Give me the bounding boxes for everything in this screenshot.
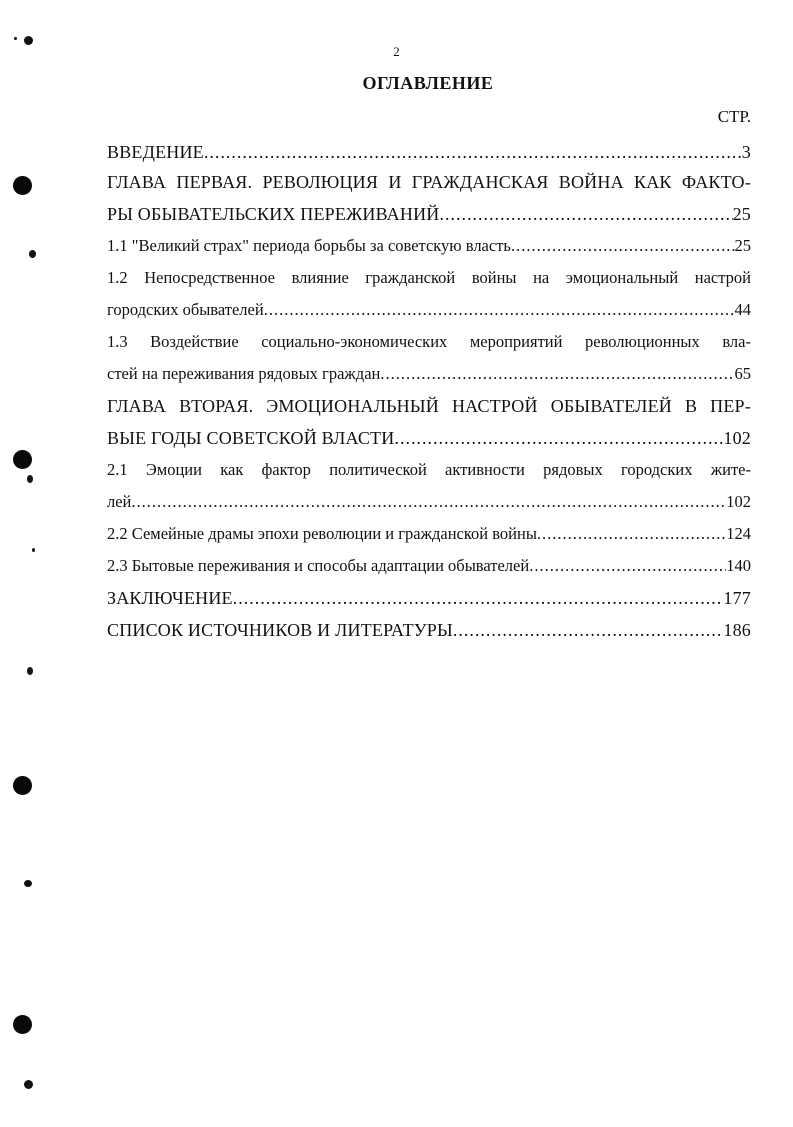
- word: влияние: [291, 268, 349, 287]
- toc-entry-label: 2.2 Семейные драмы эпохи революции и гражданской войны: [107, 524, 537, 543]
- word: РЕВОЛЮЦИЯ: [262, 172, 379, 192]
- ink-speck: [27, 667, 33, 675]
- word: городских: [621, 460, 693, 479]
- table-of-contents: [107, 138, 751, 646]
- word: революционных: [585, 332, 700, 351]
- toc-page-number: 102: [726, 492, 751, 511]
- toc-page-number: 25: [734, 236, 751, 255]
- word: Воздействие: [150, 332, 239, 351]
- toc-entry-label: стей на переживания рядовых граждан: [107, 364, 381, 383]
- toc-entry-section-2-3[interactable]: [107, 550, 751, 582]
- toc-page-number: 177: [723, 588, 751, 608]
- dot-leader: [439, 198, 732, 230]
- word: ОБЫВАТЕЛЕЙ: [550, 396, 672, 416]
- toc-page-number: 140: [726, 556, 751, 575]
- toc-entry-line-1: [107, 454, 751, 486]
- word: 1.3: [107, 332, 128, 351]
- toc-page-number: 44: [734, 300, 751, 319]
- word: ЭМОЦИОНАЛЬНЫЙ: [266, 396, 439, 416]
- dot-leader: [529, 550, 726, 582]
- punch-hole-mark: [13, 776, 32, 795]
- ink-speck: [27, 475, 33, 483]
- word: 2.1: [107, 460, 128, 479]
- toc-page-number: 3: [741, 142, 751, 162]
- ink-speck: [14, 37, 17, 40]
- word: войны: [471, 268, 517, 287]
- word: И: [388, 172, 402, 192]
- word: НАСТРОЙ: [451, 396, 538, 416]
- word: ВОЙНА: [558, 172, 624, 192]
- word: ПЕР-: [710, 396, 751, 416]
- ink-speck: [24, 1080, 33, 1089]
- toc-entry-label: ЗАКЛЮЧЕНИЕ: [107, 588, 233, 608]
- page-number: 2: [393, 44, 400, 59]
- dot-leader: [264, 294, 735, 326]
- toc-entry-line-1: [107, 262, 751, 294]
- toc-entry-line-1: [107, 390, 751, 422]
- word: политической: [329, 460, 427, 479]
- toc-page-number: 65: [734, 364, 751, 383]
- word: вла-: [722, 332, 751, 351]
- toc-entry-section-2-2[interactable]: [107, 518, 751, 550]
- toc-entry-section-1-2[interactable]: [107, 262, 751, 326]
- dot-leader: [537, 518, 726, 550]
- toc-entry-label: лей: [107, 492, 132, 511]
- toc-entry-label: СПИСОК ИСТОЧНИКОВ И ЛИТЕРАТУРЫ: [107, 620, 453, 640]
- toc-entry-sources[interactable]: [107, 614, 751, 646]
- word: ГЛАВА: [107, 396, 167, 416]
- toc-entry-section-2-1[interactable]: [107, 454, 751, 518]
- toc-page-number: 186: [723, 620, 751, 640]
- word: гражданской: [365, 268, 456, 287]
- dot-leader: [394, 422, 723, 454]
- word: эмоциональный: [565, 268, 679, 287]
- ink-speck: [29, 250, 36, 258]
- toc-entry-line-1: [107, 166, 751, 198]
- toc-entry-label: 2.3 Бытовые переживания и способы адаптации обывателей: [107, 556, 530, 575]
- dot-leader: [380, 358, 734, 390]
- dot-leader: [511, 230, 735, 262]
- toc-entry-label: ВЫЕ ГОДЫ СОВЕТСКОЙ ВЛАСТИ: [107, 428, 395, 448]
- word: настрой: [694, 268, 751, 287]
- dot-leader: [204, 138, 742, 166]
- toc-entry-label: ВВЕДЕНИЕ: [107, 142, 204, 162]
- word: рядовых: [543, 460, 603, 479]
- toc-entry-label: городских обывателей: [107, 300, 264, 319]
- word: фактор: [261, 460, 311, 479]
- toc-entry-chapter-2[interactable]: [107, 390, 751, 454]
- toc-entry-section-1-1[interactable]: [107, 230, 751, 262]
- toc-entry-label: РЫ ОБЫВАТЕЛЬСКИХ ПЕРЕЖИВАНИЙ: [107, 204, 440, 224]
- word: КАК: [634, 172, 672, 192]
- page-column-label: СТР.: [717, 107, 751, 126]
- word: как: [220, 460, 244, 479]
- toc-entry-label: 1.1 "Великий страх" периода борьбы за советскую власть: [107, 236, 511, 255]
- toc-page-number: 102: [723, 428, 751, 448]
- toc-title: ОГЛАВЛЕНИЕ: [362, 73, 494, 93]
- word: жите-: [710, 460, 751, 479]
- toc-entry-chapter-1[interactable]: [107, 166, 751, 230]
- word: Непосредственное: [144, 268, 275, 287]
- word: на: [533, 268, 550, 287]
- word: 1.2: [107, 268, 128, 287]
- word: социально-экономических: [261, 332, 448, 351]
- punch-hole-mark: [13, 450, 32, 469]
- word: активности: [445, 460, 525, 479]
- toc-entry-line-1: [107, 326, 751, 358]
- punch-hole-mark: [13, 1015, 32, 1034]
- toc-page-number: 25: [732, 204, 751, 224]
- ink-speck: [24, 36, 33, 45]
- word: ВТОРАЯ.: [179, 396, 254, 416]
- toc-entry-section-1-3[interactable]: [107, 326, 751, 390]
- dot-leader: [233, 582, 724, 614]
- dot-leader: [453, 614, 724, 646]
- word: ПЕРВАЯ.: [176, 172, 253, 192]
- ink-speck: [24, 880, 32, 887]
- word: ФАКТО-: [681, 172, 751, 192]
- toc-entry-introduction[interactable]: [107, 138, 751, 166]
- word: В: [684, 396, 698, 416]
- word: ГЛАВА: [107, 172, 167, 192]
- dot-leader: [131, 486, 726, 518]
- punch-hole-mark: [13, 176, 32, 195]
- ink-speck: [32, 548, 35, 552]
- word: Эмоции: [145, 460, 202, 479]
- toc-entry-conclusion[interactable]: [107, 582, 751, 614]
- word: ГРАЖДАНСКАЯ: [411, 172, 549, 192]
- word: мероприятий: [469, 332, 563, 351]
- toc-page-number: 124: [726, 524, 751, 543]
